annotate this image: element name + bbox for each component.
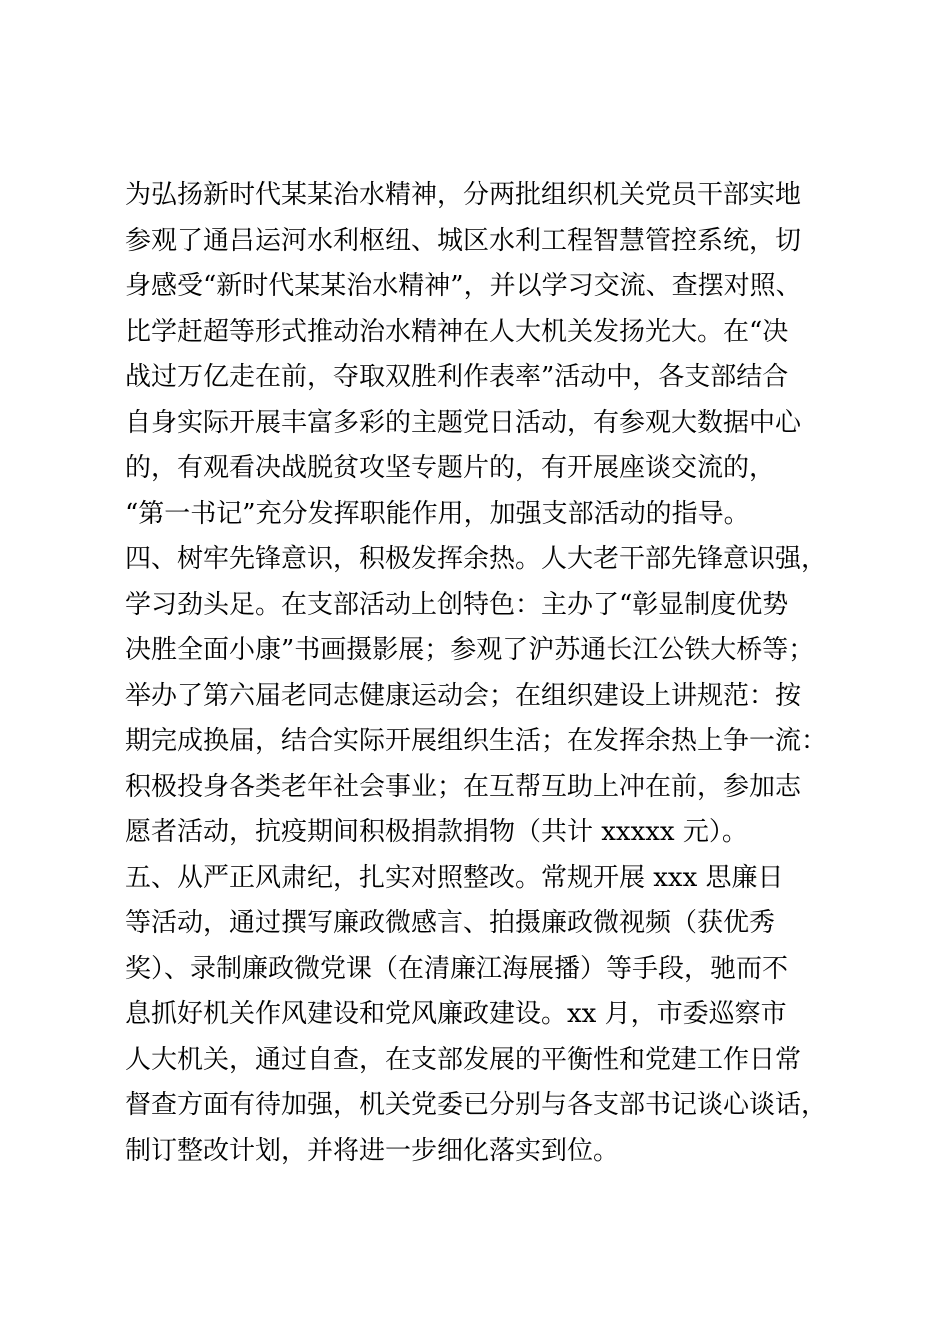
text-line: 等活动，通过撰写廉政微感言、拍摄廉政微视频（获优秀 xyxy=(125,908,776,938)
text-line: 战过万亿走在前，夺取双胜利作表率”活动中，各支部结合 xyxy=(125,362,789,392)
text-line: 举办了第六届老同志健康运动会；在组织建设上讲规范：按 xyxy=(125,680,802,711)
text-line: 人大机关，通过自查，在支部发展的平衡性和党建工作日常 xyxy=(125,1044,802,1075)
text-line: 四、树牢先锋意识，积极发挥余热。人大老干部先锋意识强， xyxy=(125,544,828,574)
text-line: “第一书记”充分发挥职能作用，加强支部活动的指导。 xyxy=(125,498,750,529)
document-body xyxy=(125,173,845,1174)
text-line: 制订整改计划，并将进一步细化落实到位。 xyxy=(125,1135,620,1166)
text-line: 奖）、录制廉政微党课（在清廉江海展播）等手段，驰而不 xyxy=(125,953,789,984)
text-line: 为弘扬新时代某某治水精神，分两批组织机关党员干部实地 xyxy=(125,180,802,210)
text-line: 学习劲头足。在支部活动上创特色：主办了“彰显制度优势 xyxy=(125,589,789,620)
text-line: 愿者活动，抗疫期间积极捐款捐物（共计 xxxxx 元）。 xyxy=(125,817,748,847)
text-line: 积极投身各类老年社会事业；在互帮互助上冲在前，参加志 xyxy=(125,771,802,802)
text-line: 督查方面有待加强，机关党委已分别与各支部书记谈心谈话， xyxy=(125,1090,828,1120)
text-line: 身感受“新时代某某治水精神”，并以学习交流、查摆对照、 xyxy=(125,271,802,301)
text-line: 期完成换届，结合实际开展组织生活；在发挥余热上争一流： xyxy=(125,726,828,756)
text-line: 息抓好机关作风建设和党风廉政建设。xx 月，市委巡察市 xyxy=(125,999,787,1029)
text-line: 自身实际开展丰富多彩的主题党日活动，有参观大数据中心 xyxy=(125,407,802,438)
text-line: 的，有观看决战脱贫攻坚专题片的，有开展座谈交流的， xyxy=(125,453,776,483)
text-line: 参观了通吕运河水利枢纽、城区水利工程智慧管控系统，切 xyxy=(125,225,802,256)
text-line: 五、从严正风肃纪，扎实对照整改。常规开展 xxx 思廉日 xyxy=(125,862,784,893)
text-line: 决胜全面小康”书画摄影展；参观了沪苏通长江公铁大桥等； xyxy=(125,635,815,665)
text-line: 比学赶超等形式推动治水精神在人大机关发扬光大。在“决 xyxy=(125,316,789,347)
